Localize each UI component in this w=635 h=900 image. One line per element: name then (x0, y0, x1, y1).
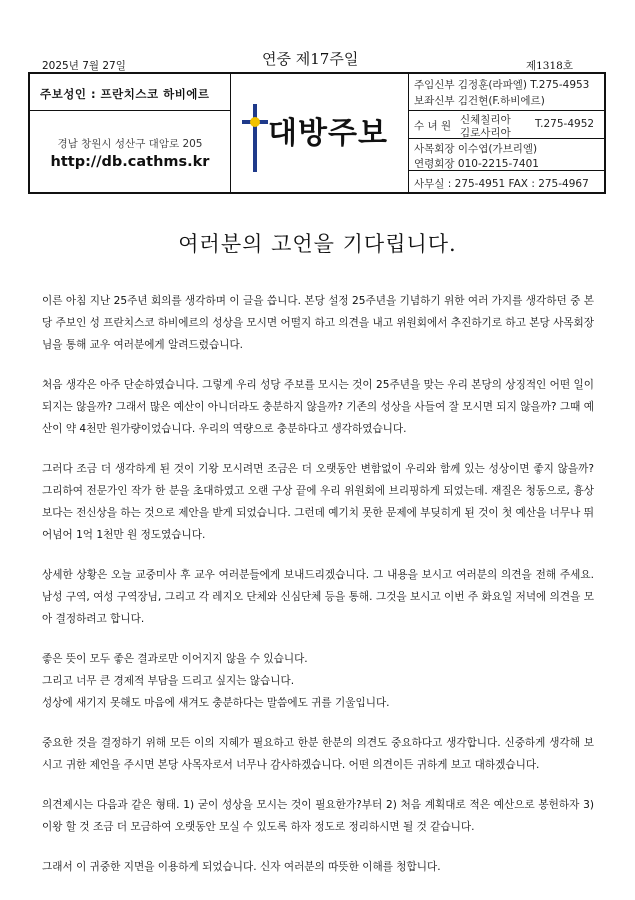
article-title: 여러분의 고언을 기다립니다. (178, 232, 457, 256)
paragraph: 상세한 상황은 오늘 교중미사 후 교우 여러분들에게 보내드리겠습니다. 그 내용을 보시고 여러분의 의견을 전해 주세요. 남성 구역, 여성 구역장님, 그리고 각 레지오 단체와 신심단체 등을 통해. 그것을 보시고 이번 주 화요일 저녁에 의견을 모아 결정하려고 합니다. (42, 569, 594, 625)
convent-label: 수 녀 원 (414, 120, 452, 132)
paragraph: 이른 아침 지난 25주년 회의를 생각하며 이 글을 씁니다. 본당 설정 25주년을 기념하기 위한 여러 가지를 생각하던 중 본당 주보인 성 프란치스코 하비에르의 성상을 모시면 어떨지 하고 의견을 내고 위원회에서 추진하기로 하고 본당 사목회장님을 통해 교우 여러분에게 알려드렸습니다. (42, 295, 594, 351)
convent-phone: T.275-4952 (535, 118, 595, 130)
sister-name-2: 김로사리아 (460, 127, 511, 139)
paragraph: 중요한 것을 결정하기 위해 모든 이의 지혜가 필요하고 한분 한분의 의견도 중요하다고 생각합니다. 신중하게 생각해 보시고 귀한 제언을 주시면 본당 사목자로서 너무나 감사하겠습니다. 어떤 의견이든 귀하게 보고 대하겠습니다. (42, 737, 594, 771)
assistant-pastor-info: 보좌신부 김건현(F.하비에르) (414, 95, 545, 107)
paragraph: 그러다 조금 더 생각하게 된 것이 기왕 모시려면 조금은 더 오랫동안 변함없이 우리와 함께 있는 성상이면 좋지 않을까? 그리하여 전문가인 작가 한 분을 초대하였고 오랜 구상 끝에 우리 위원회에 브리핑하게 되었는데. 재질은 청동으로, 흉상보다는 전신상을 하는 것으로 제안을 받게 되었습니다. 그런데 예기치 못한 문제에 부딪히게 된 것이 첫 예산을 너무나 뛰어넘어 1억 1천만 원 정도였습니다. (42, 463, 594, 541)
parish-url[interactable]: http://db.cathms.kr (50, 154, 210, 170)
pastor-info: 주임신부 김정훈(라파엘) T.275-4953 (414, 79, 590, 91)
council-president-info: 사목회장 이수엽(가브리엘) (414, 143, 538, 155)
sister-name-1: 신체칠리아 (460, 114, 511, 126)
short-line: 그리고 너무 큰 경제적 부담을 드리고 싶지는 않습니다. (42, 675, 295, 687)
cross-logo-icon (242, 104, 268, 172)
parish-address: 경남 창원시 성산구 대암로 205 (57, 138, 203, 150)
masthead (28, 72, 606, 194)
paragraph: 의견제시는 다음과 같은 형태. 1) 굳이 성상을 모시는 것이 필요한가?부터 2) 처음 계획대로 적은 예산으로 봉헌하자 3) 이왕 할 것 조금 더 모금하여 오랫동안 모실 수 있도록 하자 정도로 정리하시면 될 것 같습니다. (42, 799, 594, 833)
union-president-info: 연령회장 010-2215-7401 (414, 158, 539, 170)
paragraph: 처음 생각은 아주 단순하였습니다. 그렇게 우리 성당 주보를 모시는 것이 25주년을 맞는 우리 본당의 상징적인 어떤 일이 되지는 않을까? 그래서 많은 예산이 아니더라도 충분하지 않을까? 기존의 성상을 사들여 잘 모시면 되지 않을까? 그때 예산이 약 4천만 원가량이었습니다. 우리의 역량으로 충분하다고 생각하였습니다. (42, 379, 594, 435)
short-line: 좋은 뜻이 모두 좋은 결과로만 이어지지 않을 수 있습니다. (42, 653, 308, 665)
bulletin-logo-text: 대방주보 (268, 116, 388, 151)
article-body (42, 290, 594, 896)
office-contact: 사무실 : 275-4951 FAX : 275-4967 (414, 178, 589, 190)
patron-saint: 주보성인 : 프란치스코 하비에르 (40, 87, 210, 101)
issue-number: 제1318호 (525, 60, 573, 72)
issue-date: 2025년 7월 27일 (42, 60, 126, 72)
short-line: 성상에 새기지 못해도 마음에 새겨도 충분하다는 말씀에도 귀를 기울입니다. (42, 697, 390, 709)
paragraph: 그래서 이 귀중한 지면을 이용하게 되었습니다. 신자 여러분의 따뜻한 이해를 청합니다. (42, 861, 441, 873)
liturgical-week: 연중 제17주일 (262, 50, 359, 68)
